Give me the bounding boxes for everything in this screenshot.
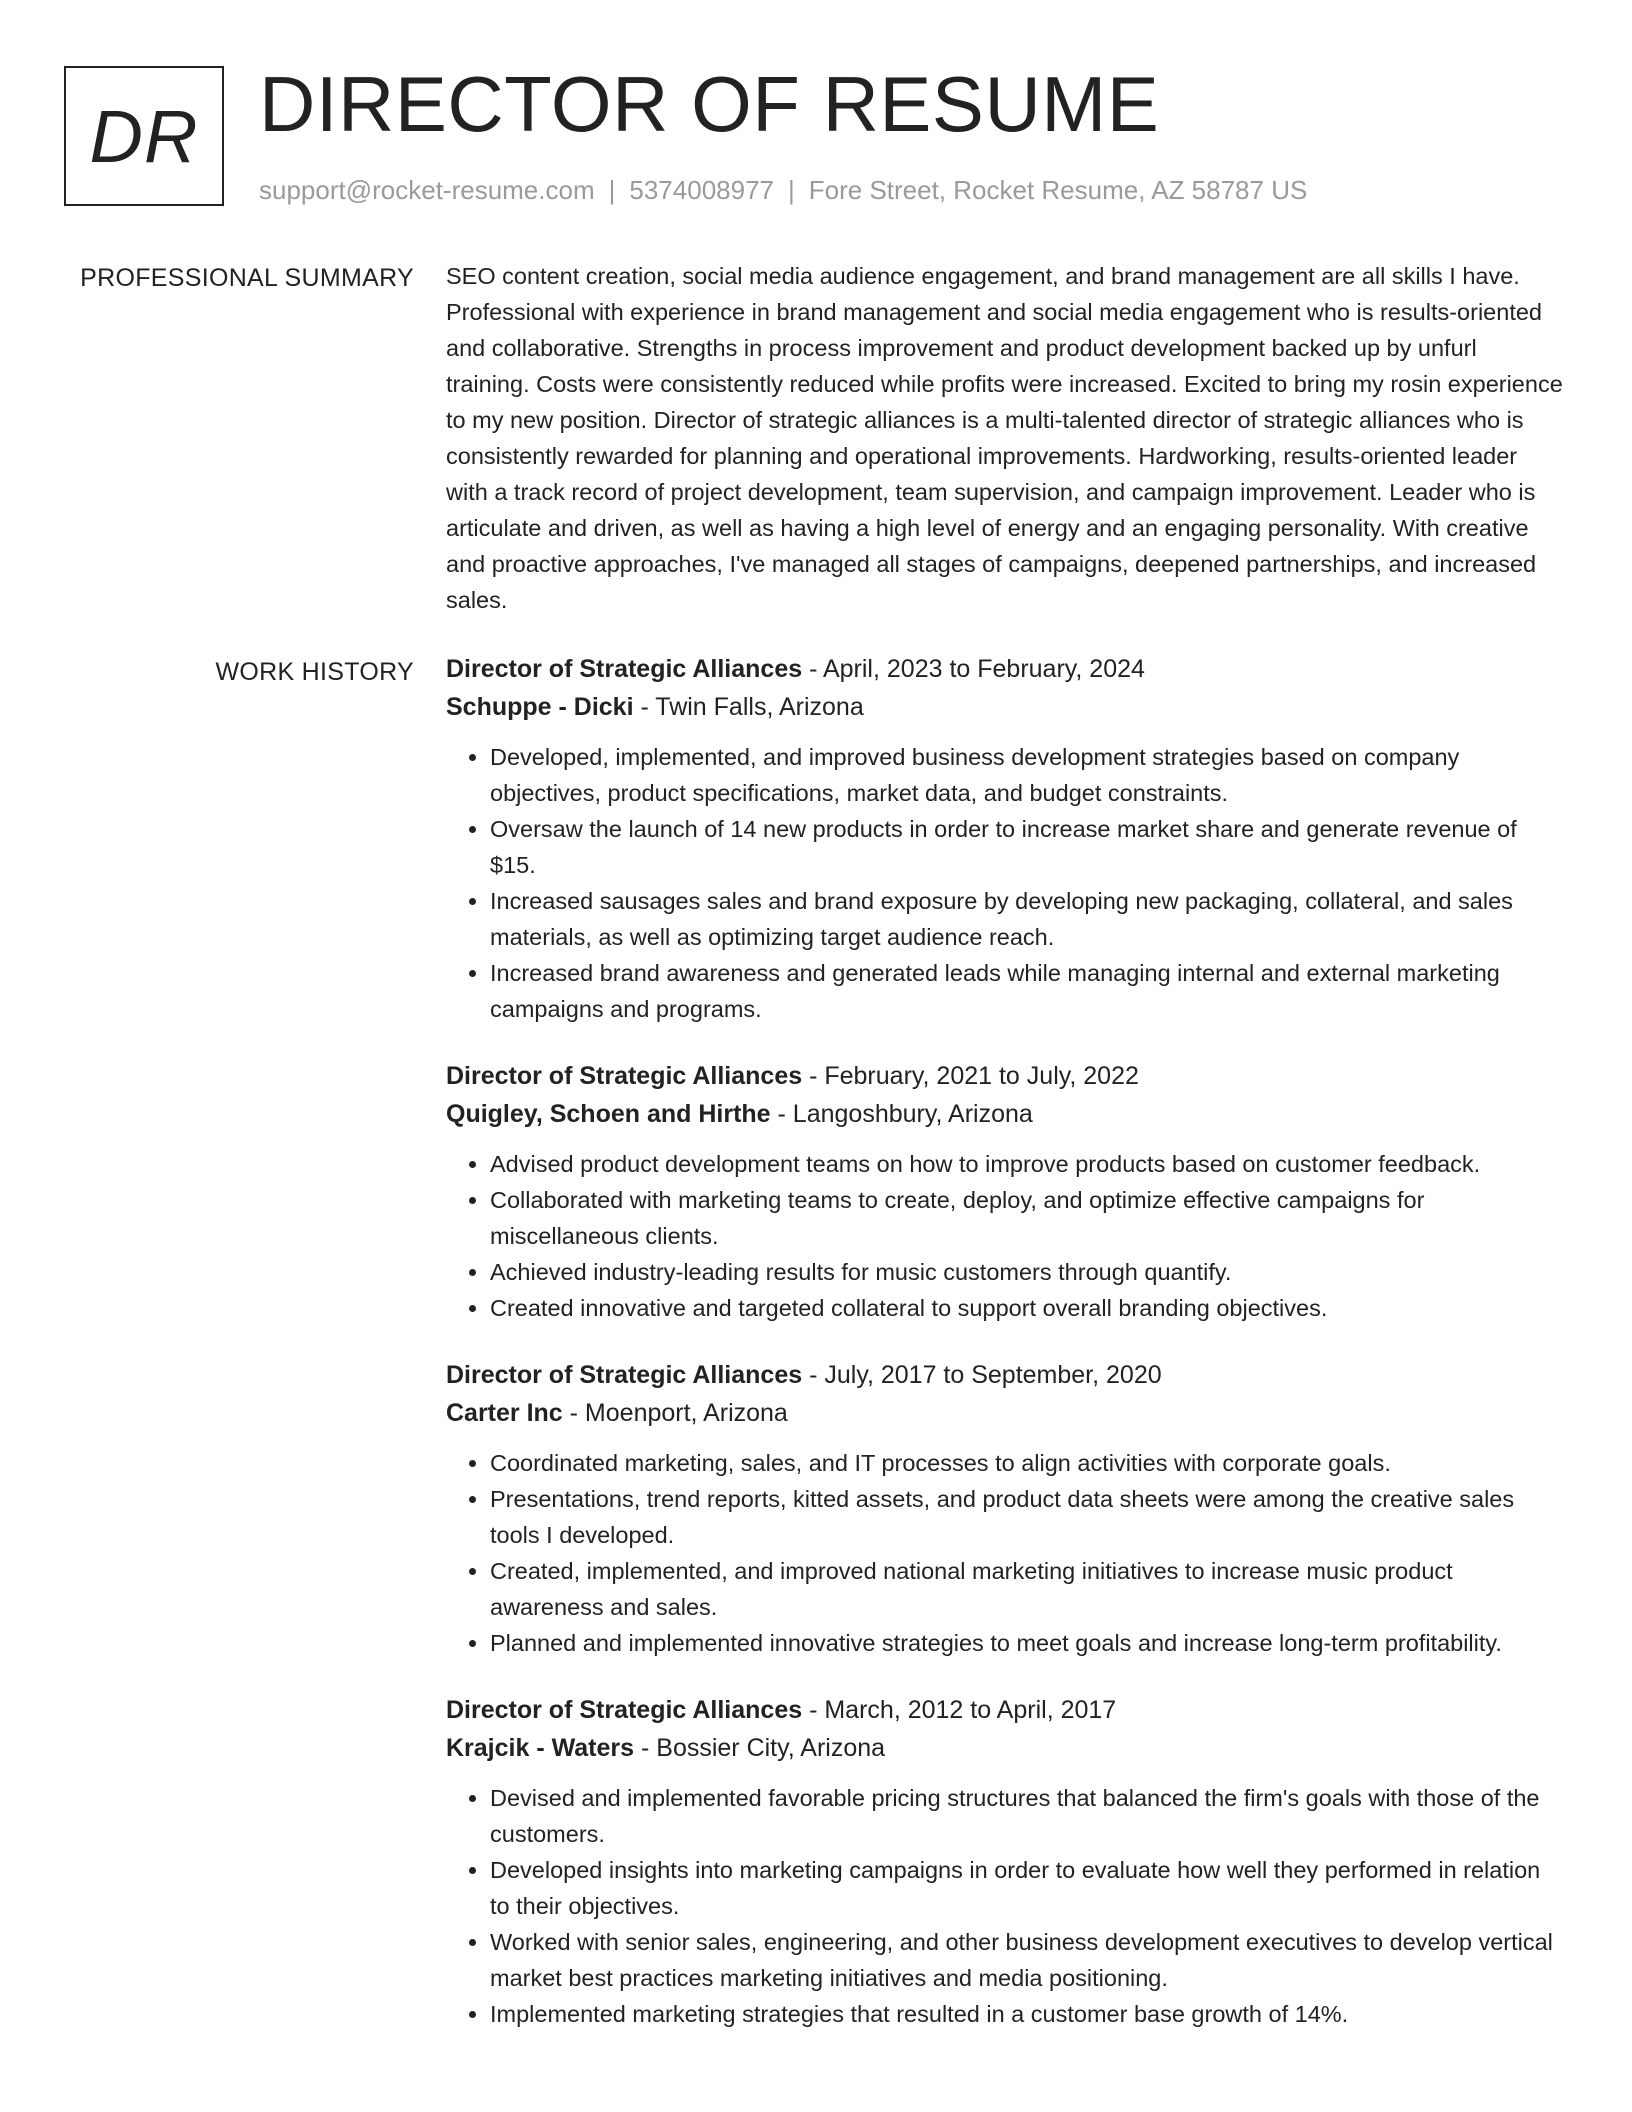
job-company-line <box>446 688 1564 726</box>
job-entry <box>446 1691 1564 2032</box>
contact-separator: | <box>608 175 616 205</box>
job-company-line <box>446 1394 1564 1432</box>
job-title-line <box>446 650 1564 688</box>
job-location: - Bossier City, Arizona <box>634 1734 886 1762</box>
job-bullet-list <box>446 1445 1564 1661</box>
candidate-name: DIRECTOR OF RESUME <box>259 60 1160 148</box>
contact-separator: | <box>788 175 795 205</box>
job-location: - Langoshbury, Arizona <box>770 1100 1033 1128</box>
job-bullet: • Coordinated marketing, sales, and IT processes to align activities with corporate goals. <box>490 1445 1564 1481</box>
job-location: - Moenport, Arizona <box>562 1399 788 1427</box>
job-list <box>446 650 1564 2062</box>
job-bullet: • Devised and implemented favorable pricing structures that balanced the firm's goals with those of the customers. <box>490 1780 1564 1852</box>
work-history-heading: WORK HISTORY <box>215 658 414 686</box>
job-company: Carter Inc <box>446 1399 563 1427</box>
job-title: Director of Strategic Alliances <box>446 655 803 683</box>
job-company: Quigley, Schoen and Hirthe <box>446 1100 771 1128</box>
job-title: Director of Strategic Alliances <box>446 1361 803 1389</box>
job-bullet: • Created, implemented, and improved national marketing initiatives to increase music product awareness and sales. <box>490 1553 1564 1625</box>
job-title-line <box>446 1356 1564 1394</box>
job-title-line <box>446 1057 1564 1095</box>
contact-phone[interactable]: 5374008977 <box>629 175 774 205</box>
job-company: Krajcik - Waters <box>446 1734 635 1762</box>
job-bullet: • Planned and implemented innovative strategies to meet goals and increase long-term profitability. <box>490 1625 1564 1661</box>
job-bullet: • Presentations, trend reports, kitted assets, and product data sheets were among the creative sales tools I developed. <box>490 1481 1564 1553</box>
job-bullet: • Achieved industry-leading results for music customers through quantify. <box>490 1254 1564 1290</box>
job-bullet: • Developed insights into marketing campaigns in order to evaluate how well they performed in relation to their objectives. <box>490 1852 1564 1924</box>
job-title-line <box>446 1691 1564 1729</box>
summary-text: SEO content creation, social media audience engagement, and brand management are all skills I have. Professional with experience in brand management and social media engagement who is results-oriented and collaborative. Strengths in process improvement and product development backed up by unfurl training. Costs were consistently reduced while profits were increased. Excited to bring my rosin experience to my new position. Director of strategic alliances is a multi-talented director of strategic alliances who is consistently rewarded for planning and operational improvements. Hardworking, results-oriented leader with a track record of project development, team supervision, and campaign improvement. Leader who is articulate and driven, as well as having a high level of energy and an engaging personality. With creative and proactive approaches, I've managed all stages of campaigns, deepened partnerships, and increased sales. <box>446 263 1563 613</box>
job-bullet: • Increased sausages sales and brand exposure by developing new packaging, collateral, and sales materials, as well as optimizing target audience reach. <box>490 883 1564 955</box>
job-company: Schuppe - Dicki <box>446 693 634 721</box>
monogram-box <box>64 66 224 206</box>
contact-line <box>259 172 1307 208</box>
contact-address: Fore Street, Rocket Resume, AZ 58787 US <box>808 175 1308 205</box>
job-company-line <box>446 1095 1564 1133</box>
job-bullet: • Collaborated with marketing teams to create, deploy, and optimize effective campaigns for miscellaneous clients. <box>490 1182 1564 1254</box>
summary-heading: PROFESSIONAL SUMMARY <box>80 264 414 292</box>
job-location: - Twin Falls, Arizona <box>633 693 864 721</box>
job-dates: - July, 2017 to September, 2020 <box>802 1361 1162 1389</box>
job-dates: - February, 2021 to July, 2022 <box>802 1062 1139 1090</box>
job-bullet-list <box>446 739 1564 1027</box>
job-entry <box>446 1057 1564 1326</box>
job-bullet: • Implemented marketing strategies that resulted in a customer base growth of 14%. <box>490 1996 1564 2032</box>
job-title: Director of Strategic Alliances <box>446 1696 803 1724</box>
job-dates: - April, 2023 to February, 2024 <box>802 655 1145 683</box>
job-bullet: • Worked with senior sales, engineering, and other business development executives to develop vertical market best practices marketing initiatives and media positioning. <box>490 1924 1564 1996</box>
job-bullet: • Oversaw the launch of 14 new products in order to increase market share and generate revenue of $15. <box>490 811 1564 883</box>
job-entry <box>446 650 1564 1027</box>
job-title: Director of Strategic Alliances <box>446 1062 803 1090</box>
job-bullet: • Created innovative and targeted collateral to support overall branding objectives. <box>490 1290 1564 1326</box>
job-dates: - March, 2012 to April, 2017 <box>802 1696 1117 1724</box>
monogram-initials: DR <box>89 94 199 178</box>
job-bullet-list <box>446 1146 1564 1326</box>
job-bullet: • Increased brand awareness and generated leads while managing internal and external marketing campaigns and programs. <box>490 955 1564 1027</box>
job-bullet: • Developed, implemented, and improved business development strategies based on company objectives, product specifications, market data, and budget constraints. <box>490 739 1564 811</box>
contact-email[interactable]: support@rocket-resume.com <box>259 175 595 205</box>
job-entry <box>446 1356 1564 1661</box>
job-bullet-list <box>446 1780 1564 2032</box>
job-bullet: • Advised product development teams on how to improve products based on customer feedback. <box>490 1146 1564 1182</box>
job-company-line <box>446 1729 1564 1767</box>
